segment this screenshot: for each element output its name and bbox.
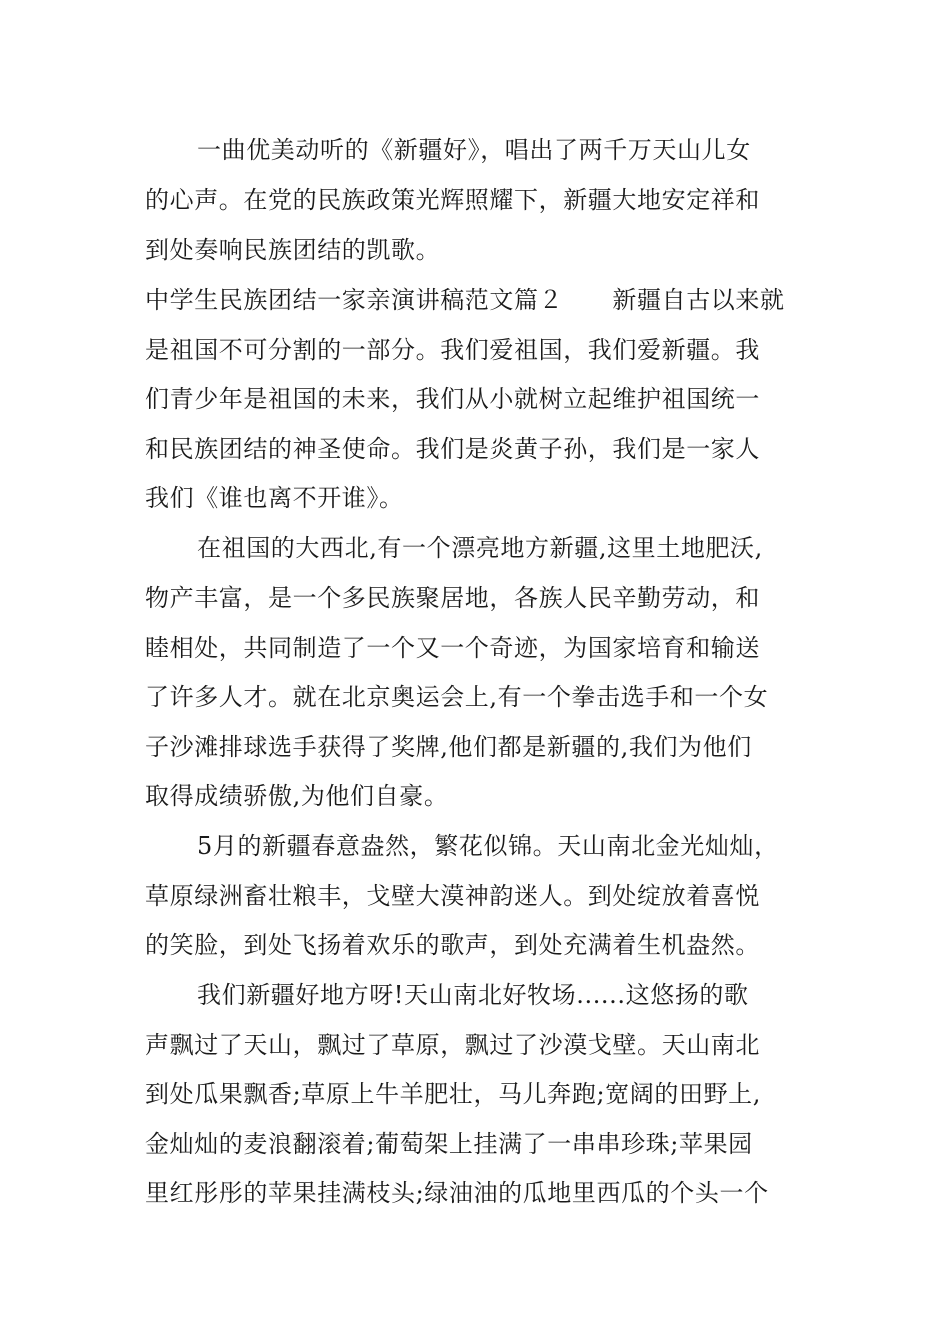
text-line: 的心声。在党的民族政策光辉照耀下，新疆大地安定祥和 (145, 186, 760, 214)
text-line: 是祖国不可分割的一部分。我们爱祖国，我们爱新疆。我 (145, 336, 760, 364)
text-line: 中学生民族团结一家亲演讲稿范文篇２ 新疆自古以来就 (145, 286, 785, 314)
text-line: 我们新疆好地方呀!天山南北好牧场......这悠扬的歌 (197, 981, 749, 1009)
text-line: 一曲优美动听的《新疆好》，唱出了两千万天山儿女 (197, 136, 751, 164)
text-line: 在祖国的大西北,有一个漂亮地方新疆,这里土地肥沃, (197, 534, 763, 562)
text-line: 物产丰富，是一个多民族聚居地，各族人民辛勤劳动，和 (145, 584, 760, 612)
text-line: 们青少年是祖国的未来，我们从小就树立起维护祖国统一 (145, 385, 760, 413)
text-line: 5月的新疆春意盎然，繁花似锦。天山南北金光灿灿， (197, 832, 779, 860)
text-line: 金灿灿的麦浪翻滚着;葡萄架上挂满了一串串珍珠;苹果园 (145, 1130, 753, 1158)
text-line: 草原绿洲畜壮粮丰，戈壁大漠神韵迷人。到处绽放着喜悦 (145, 882, 760, 910)
text-line: 声飘过了天山，飘过了草原，飘过了沙漠戈壁。天山南北 (145, 1031, 760, 1059)
text-line: 了许多人才。就在北京奥运会上,有一个拳击选手和一个女 (145, 683, 769, 711)
text-line: 的笑脸，到处飞扬着欢乐的歌声，到处充满着生机盎然。 (145, 931, 760, 959)
text-line: 和民族团结的神圣使命。我们是炎黄子孙，我们是一家人 (145, 435, 760, 463)
text-line: 我们《谁也离不开谁》。 (145, 484, 404, 512)
text-line: 到处瓜果飘香;草原上牛羊肥壮，马儿奔跑;宽阔的田野上, (145, 1080, 761, 1108)
text-line: 睦相处，共同制造了一个又一个奇迹，为国家培育和输送 (145, 634, 760, 662)
text-line: 里红彤彤的苹果挂满枝头;绿油油的瓜地里西瓜的个头一个 (145, 1179, 769, 1207)
text-line: 取得成绩骄傲,为他们自豪。 (145, 782, 449, 810)
text-line: 子沙滩排球选手获得了奖牌,他们都是新疆的,我们为他们 (145, 733, 752, 761)
text-line: 到处奏响民族团结的凯歌。 (145, 236, 441, 264)
